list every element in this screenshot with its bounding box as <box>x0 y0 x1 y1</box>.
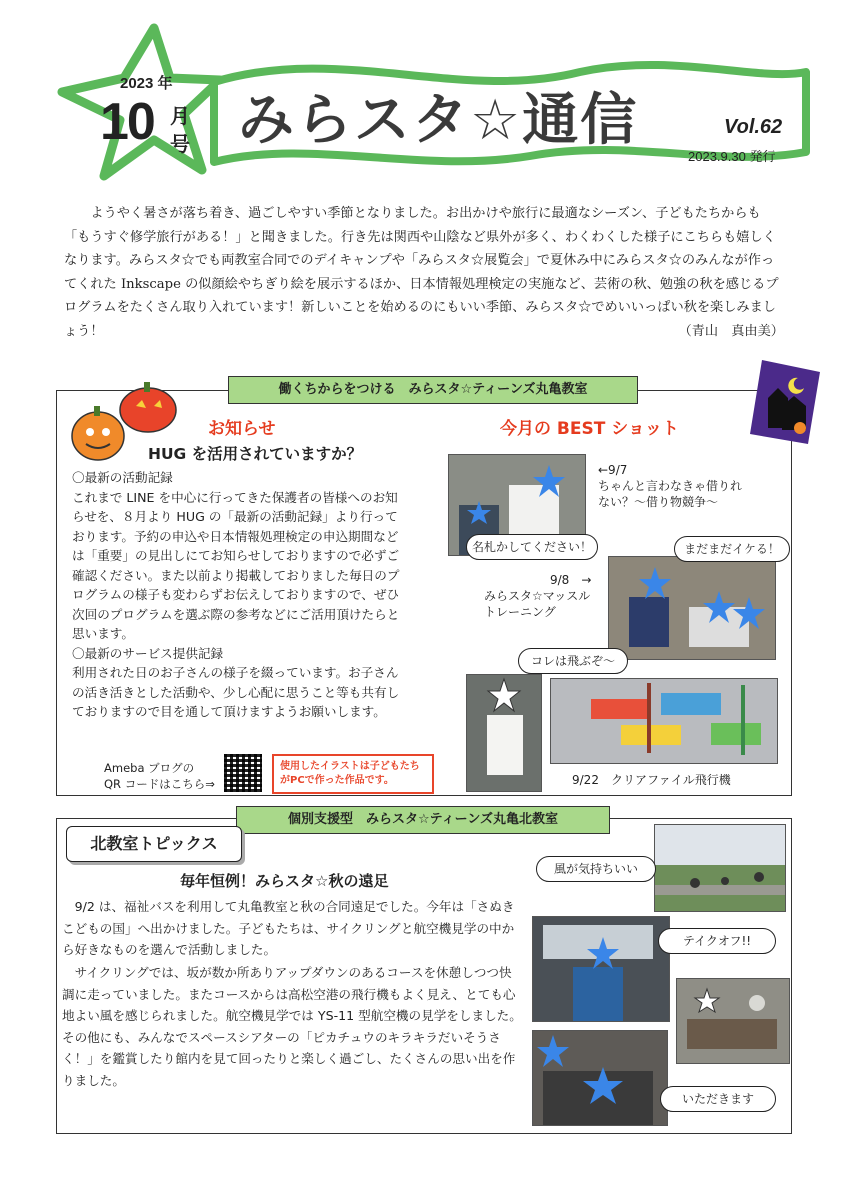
photo-airplane-cockpit-image <box>533 917 669 1021</box>
photo1-caption <box>598 462 742 510</box>
speech-bubble-wind: 風が気持ちいい <box>536 856 656 882</box>
ameba-line2: QR コードはこちら⇒ <box>104 777 215 791</box>
photo2-caption-line1: みらスタ☆マッスル <box>484 589 591 603</box>
photo2-caption <box>484 572 591 620</box>
photo-eating-image <box>533 1031 667 1125</box>
notice-body <box>72 468 404 722</box>
activity-record-body: これまで LINE を中心に行ってきた保護者の皆様へのお知らせを、８月より HUG の「最新の活動記録」より行っております。予約の申込や日本情報処理検定の申込期間などは「重要」の見出しにてお知らせしておりますので必ずご確認ください。また以前より掲載しておりました毎日のプログラムの様子も変わらずお伝えしておりますので、ぜひ次回のプログラムを選ぶ際の参考などにご活用頂けたらと思います。 <box>72 489 400 641</box>
kita-topics-label: 北教室トピックス <box>66 826 242 862</box>
photo1-caption-line2: ない？～借り物競争～ <box>598 495 719 509</box>
ameba-line1: Ameba ブログの <box>104 761 195 775</box>
article-title: 毎年恒例！みらスタ☆秋の遠足 <box>180 872 389 890</box>
kita-banner: 個別支援型 みらスタ☆ティーンズ丸亀北教室 <box>236 806 610 834</box>
article-para1: 9/2 は、福祉バスを利用して丸亀教室と秋の合同遠足でした。今年は「さぬきこどもの国」へ出かけました。子どもたちは、サイクリングと航空機見学の中から好きなものを選んで活動しました。 <box>62 899 515 957</box>
photo3-caption: 9/22 クリアファイル飛行機 <box>572 773 731 787</box>
issue-month-number: 10 <box>100 93 154 151</box>
qr-code[interactable] <box>224 754 262 792</box>
newsletter-title: みらスタ☆通信 <box>238 88 639 153</box>
photo-clearfile-planes-image <box>551 679 777 763</box>
photo-student-image <box>467 675 541 791</box>
photo-eating <box>532 1030 668 1126</box>
photo-lunch-table-image <box>677 979 789 1063</box>
photo-lunch-table <box>676 978 790 1064</box>
photo1-caption-date: ←9/7 <box>598 463 628 477</box>
speech-bubble-itadakimasu: いただきます <box>660 1086 776 1112</box>
haunted-house-illustration <box>748 358 822 448</box>
activity-record-title: 〇最新の活動記録 <box>72 470 173 485</box>
volume-number: Vol.62 <box>724 116 783 138</box>
photo1-caption-line1: ちゃんと言わなきゃ借りれ <box>598 479 743 493</box>
photo-airplane-cockpit <box>532 916 670 1022</box>
intro-paragraph <box>64 202 784 343</box>
service-record-title: 〇最新のサービス提供記録 <box>72 645 224 661</box>
issue-year: 2023 年 <box>120 75 173 92</box>
photo2-caption-date: 9/8 → <box>550 573 592 587</box>
speech-bubble-takeoff: テイクオフ!! <box>658 928 776 954</box>
speech-bubble-will-fly: コレは飛ぶぞ～ <box>518 648 628 674</box>
illustration-note-line1: 使用したイラストは子どもたち <box>280 761 420 772</box>
photo-cycling-image <box>655 825 785 911</box>
photo-student <box>466 674 542 792</box>
article-para2: サイクリングでは、坂が数か所ありアップダウンのあるコースを休憩しつつ快調に走っていました。またコースからは高松空港の飛行機もよく見え、とても心地よい風を感じられました。航空機見学では YS-11 型航空機の見学をしました。その他にも、みんなでスペースシアターの「ピカチュウのキラキラだいそうさく！」を鑑賞したり館内を見て回ったりと楽しく過ごし、たくさんの思い出を作りました。 <box>62 965 522 1088</box>
intro-author: （青山 真由美） <box>678 323 784 339</box>
photo-clearfile-planes <box>550 678 778 764</box>
photo-muscle-training-image <box>609 557 775 659</box>
illustration-note <box>272 754 434 794</box>
photo2-caption-line2: トレーニング <box>484 605 556 619</box>
photo-muscle-training <box>608 556 776 660</box>
issue-char: 号 <box>170 132 190 156</box>
marugame-banner: 働くちからをつける みらスタ☆ティーンズ丸亀教室 <box>228 376 638 404</box>
illustration-note-line2: がPCで作った作品です。 <box>280 775 394 786</box>
intro-text: ようやく暑さが落ち着き、過ごしやすい季節となりました。お出かけや旅行に最適なシーズン、子どもたちからも「もうすぐ修学旅行がある！」と聞きました。行き先は関西や山陰など県外が多く、わくわくした様子にこちらも嬉しくなります。みらスタ☆でも両教室合同でのデイキャンプや「みらスタ☆展覧会」で夏休み中にみらスタ☆のみんなが作ってくれた Inkscape の似顔絵やちぎり絵を展示するほか、日本情報処理検定の実施など、芸術の秋、勉強の秋を感じるプログラムをたくさん取り入れています！新しいことを始めるのにもいい季節、みらスタ☆でめいいっぱい秋を楽しみましょう！ <box>64 206 779 339</box>
hug-title: HUG を活用されていますか？ <box>148 445 363 463</box>
photo-cycling <box>654 824 786 912</box>
speech-bubble-nametag: 名札かしてください！ <box>466 534 598 560</box>
ameba-label <box>104 760 215 792</box>
issue-month-char: 月 <box>170 104 190 128</box>
best-shot-heading: 今月の BEST ショット <box>500 419 679 439</box>
speech-bubble-keep-going: まだまだイケる！ <box>674 536 790 562</box>
issue-date: 2023.9.30 発行 <box>688 149 776 164</box>
service-record-body: 利用された日のお子さんの様子を綴っています。お子さんの活き活きとした活動や、少し心配に思うこと等も共有しておりますので目を通して頂けますようお願いします。 <box>72 665 400 719</box>
notice-heading: お知らせ <box>208 419 276 439</box>
